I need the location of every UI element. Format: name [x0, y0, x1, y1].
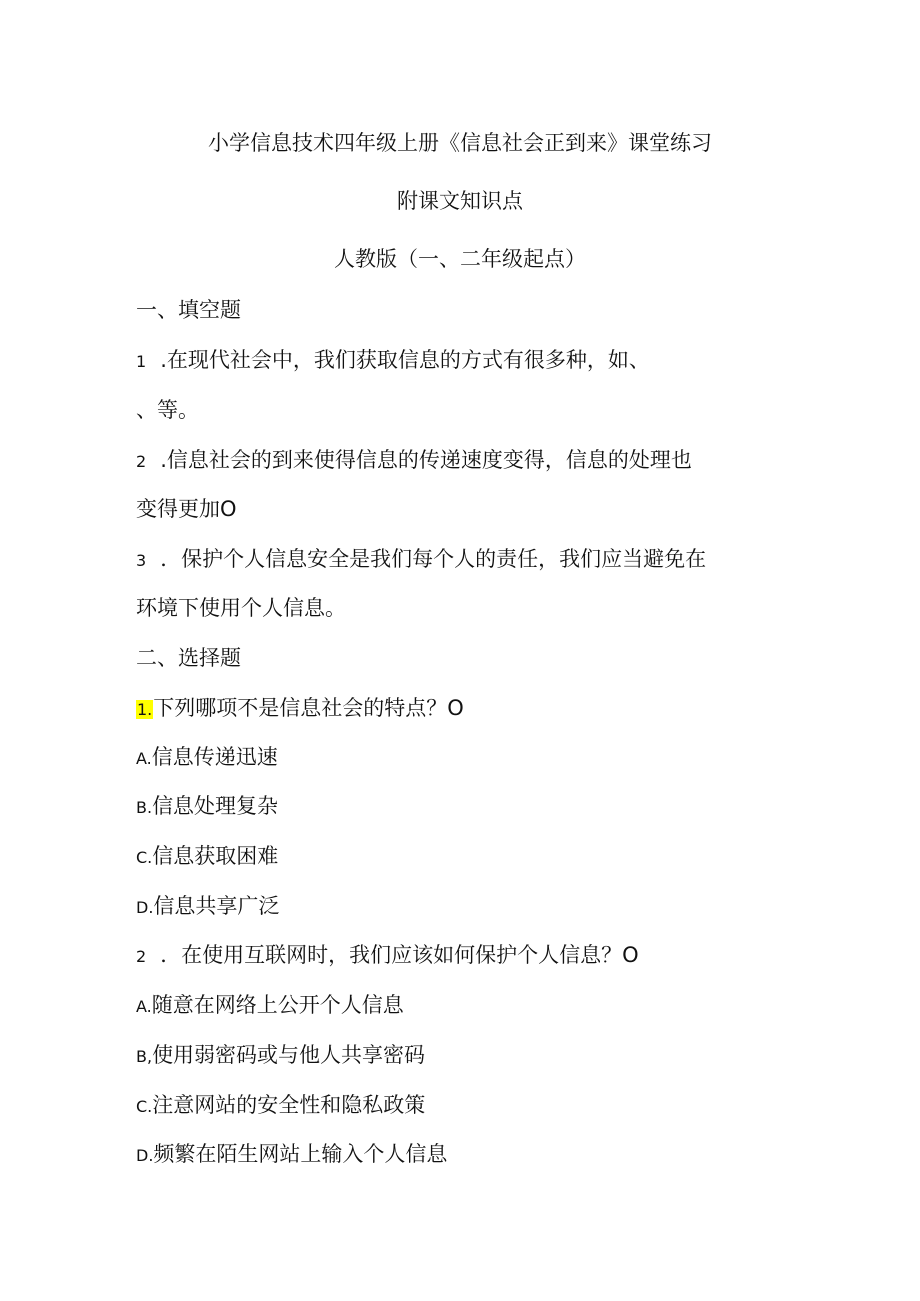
option-text: 使用弱密码或与他人共享密码: [152, 1043, 426, 1067]
fill-question-3-line-1: [136, 544, 706, 576]
question-text: .信息社会的到来使得信息的传递速度变得，信息的处理也: [160, 448, 692, 472]
question-number: 1: [136, 352, 147, 371]
option-letter: C.: [136, 1097, 153, 1116]
option-letter: C.: [136, 848, 153, 867]
option-letter: A.: [136, 997, 152, 1016]
choice-question-1: [136, 693, 464, 725]
choice-1-option-c: [136, 841, 278, 873]
option-letter: D.: [136, 1146, 154, 1165]
option-letter: D.: [136, 898, 154, 917]
choice-1-option-a: [136, 742, 278, 774]
choice-question-2: [136, 940, 639, 972]
document-subtitle: 附课文知识点: [397, 189, 523, 213]
option-text: 信息传递迅速: [151, 745, 278, 769]
choice-2-option-c: [136, 1090, 425, 1122]
fill-question-2-line-2: 变得更加O: [136, 497, 237, 521]
choice-2-option-d: [136, 1139, 447, 1171]
option-text: 注意网站的安全性和隐私政策: [152, 1093, 426, 1117]
section-heading-fill-in: 一、填空题: [136, 298, 241, 322]
option-text: 信息处理复杂: [152, 794, 279, 818]
option-letter: A.: [136, 749, 152, 768]
choice-1-option-b: [136, 791, 278, 823]
question-text: ．在使用互联网时，我们应该如何保护个人信息？O: [160, 943, 639, 967]
choice-2-option-a: [136, 990, 404, 1022]
option-text: 随意在网络上公开个人信息: [151, 993, 404, 1017]
question-text: 下列哪项不是信息社会的特点？O: [153, 696, 464, 720]
question-number: 2: [136, 452, 147, 471]
question-number: 2: [136, 947, 147, 966]
fill-question-1-line-2: 、等。: [136, 398, 199, 422]
option-letter: B.: [136, 798, 153, 817]
fill-question-3-line-2: 环境下使用个人信息。: [136, 596, 346, 620]
option-text: 频繁在陌生网站上输入个人信息: [153, 1142, 448, 1166]
choice-1-option-d: [136, 891, 279, 923]
option-text: 信息共享广泛: [153, 894, 280, 918]
question-number: 3: [136, 551, 147, 570]
fill-question-2-line-1: [136, 445, 692, 477]
question-text: ．保护个人信息安全是我们每个人的责任，我们应当避免在: [160, 547, 707, 571]
fill-question-1-line-1: [136, 345, 650, 377]
highlighted-question-number: 1.: [137, 700, 153, 719]
option-text: 信息获取困难: [152, 844, 279, 868]
document-title: 小学信息技术四年级上册《信息社会正到来》课堂练习: [208, 131, 712, 155]
choice-2-option-b: [136, 1040, 425, 1072]
question-text: .在现代社会中，我们获取信息的方式有很多种，如、: [160, 348, 650, 372]
option-letter: B,: [136, 1047, 153, 1066]
section-heading-multiple-choice: 二、选择题: [136, 646, 241, 670]
document-edition: 人教版（一、二年级起点）: [334, 247, 586, 271]
